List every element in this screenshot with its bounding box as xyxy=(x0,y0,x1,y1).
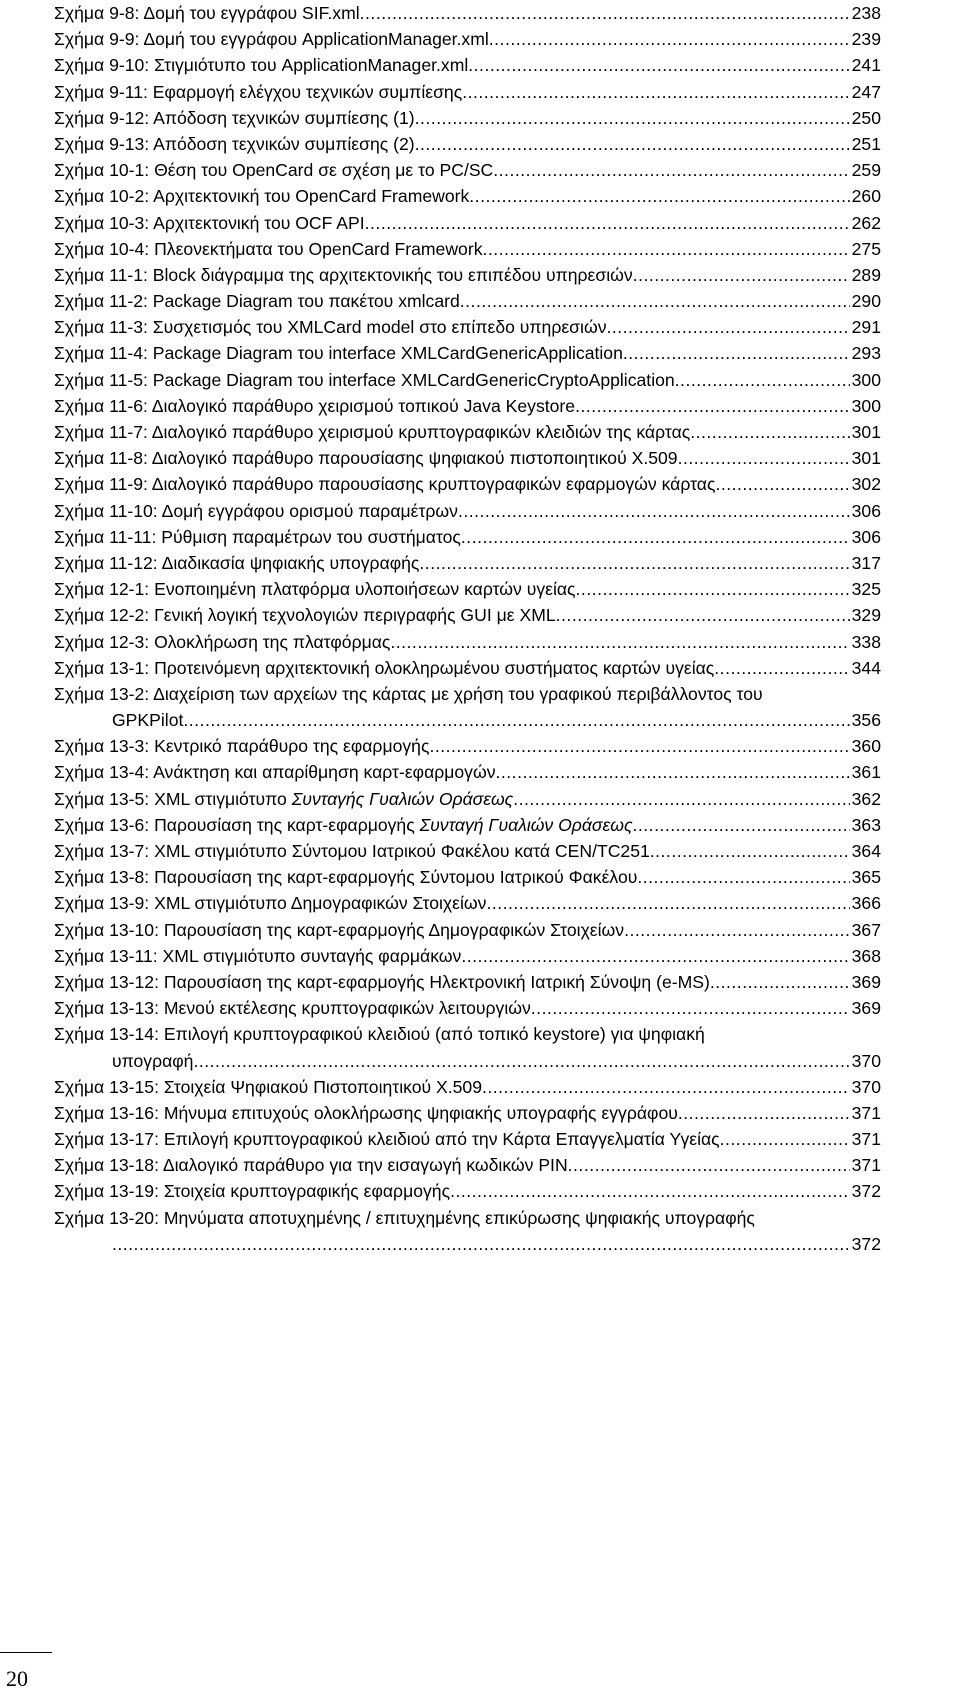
leader-dots xyxy=(690,419,849,445)
leader-dots xyxy=(390,629,849,655)
toc-entry-page: 317 xyxy=(851,552,881,573)
leader-dots xyxy=(482,1074,850,1100)
toc-entry[interactable] xyxy=(54,419,881,445)
toc-entry-label: Σχήμα 13-14: Επιλογή κρυπτογραφικού κλειδιού (από τοπικό keystore) για ψηφιακή xyxy=(54,1024,705,1045)
toc-entry-page: 247 xyxy=(851,81,881,102)
leader-dots xyxy=(460,288,850,314)
leader-dots xyxy=(461,943,849,969)
toc-entry-page: 260 xyxy=(851,186,881,207)
toc-entry-page: 361 xyxy=(851,762,881,783)
leader-dots xyxy=(493,157,849,183)
toc-entry-page: 364 xyxy=(851,841,881,862)
toc-entry-page: 371 xyxy=(851,1102,881,1123)
toc-entry-label: Σχήμα 9-13: Απόδοση τεχνικών συμπίεσης (2) xyxy=(54,133,415,154)
toc-entry-13-6[interactable] xyxy=(54,812,881,838)
toc-entry-label: Σχήμα 10-3: Αρχιτεκτονική του OCF API xyxy=(54,212,365,233)
toc-entry-page: 302 xyxy=(851,474,881,495)
leader-dots xyxy=(720,1126,850,1152)
toc-entry-label: Σχήμα 9-9: Δομή του εγγράφου ApplicationManager.xml xyxy=(54,29,489,50)
toc-entry-page: 250 xyxy=(851,107,881,128)
toc-entry-label: Σχήμα 13-11: XML στιγμιότυπο συνταγής φαρμάκων xyxy=(54,945,462,966)
leader-dots xyxy=(419,550,849,576)
toc-entry-label: Σχήμα 13-4: Ανάκτηση και απαρίθμηση καρτ-εφαρμογών xyxy=(54,762,496,783)
toc-entry-label: Σχήμα 11-11: Ρύθμιση παραμέτρων του συστήματος xyxy=(54,526,461,547)
toc-entry-page: 372 xyxy=(851,1233,881,1254)
toc-entry[interactable] xyxy=(54,1126,881,1152)
toc-entry-label: Σχήμα 13-8: Παρουσίαση της καρτ-εφαρμογής Σύντομου Ιατρικού Φακέλου xyxy=(54,867,638,888)
toc-entry-label: Σχήμα 11-8: Διαλογικό παράθυρο παρουσίασης ψηφιακού πιστοποιητικού X.509 xyxy=(54,448,678,469)
toc-entry[interactable] xyxy=(54,602,881,628)
toc-entry-label: Σχήμα 11-10: Δομή εγγράφου ορισμού παραμέτρων xyxy=(54,500,458,521)
leader-dots xyxy=(415,105,850,131)
toc-entry-label: Σχήμα 13-15: Στοιχεία Ψηφιακού Πιστοποιητικού X.509 xyxy=(54,1076,482,1097)
toc-entry-page: 291 xyxy=(851,317,881,338)
table-of-figures xyxy=(54,0,881,1257)
toc-entry-label: Σχήμα 9-8: Δομή του εγγράφου SIF.xml xyxy=(54,3,360,23)
toc-entry[interactable] xyxy=(54,210,881,236)
leader-dots xyxy=(623,340,850,366)
toc-entry-page: 275 xyxy=(851,238,881,259)
toc-entry-label: Σχήμα 13-9: XML στιγμιότυπο Δημογραφικών Στοιχείων xyxy=(54,893,487,914)
leader-dots xyxy=(576,576,850,602)
leader-dots xyxy=(606,314,849,340)
toc-entry[interactable] xyxy=(54,262,881,288)
toc-entry[interactable] xyxy=(54,445,881,471)
toc-entry[interactable] xyxy=(54,105,881,131)
toc-entry-label: Σχήμα 13-10: Παρουσίαση της καρτ-εφαρμογής Δημογραφικών Στοιχείων xyxy=(54,919,625,940)
toc-entry-page: 369 xyxy=(851,971,881,992)
toc-entry[interactable] xyxy=(54,864,881,890)
toc-entry-page: 360 xyxy=(851,736,881,757)
toc-entry-page: 325 xyxy=(851,579,881,600)
toc-entry-label: Σχήμα 13-7: XML στιγμιότυπο Σύντομου Ιατρικού Φακέλου κατά CEN/TC251 xyxy=(54,841,650,862)
leader-dots xyxy=(568,1152,850,1178)
toc-entry[interactable] xyxy=(54,917,881,943)
leader-dots xyxy=(462,79,849,105)
leader-dots xyxy=(489,26,850,52)
toc-entry-label: Σχήμα 12-2: Γενική λογική τεχνολογιών περιγραφής GUI με XML xyxy=(54,605,556,626)
toc-entry-page: 300 xyxy=(851,369,881,390)
toc-entry-page: 363 xyxy=(851,814,881,835)
toc-entry-page: 306 xyxy=(851,526,881,547)
leader-dots xyxy=(650,838,850,864)
toc-entry[interactable] xyxy=(54,1152,881,1178)
toc-entry-13-2[interactable] xyxy=(54,681,881,733)
toc-entry[interactable] xyxy=(54,52,881,78)
toc-entry-page: 262 xyxy=(851,212,881,233)
toc-entry-label: Σχήμα 13-2: Διαχείριση των αρχείων της κάρτας με χρήση του γραφικού περιβάλλοντος του xyxy=(54,683,763,704)
toc-entry-label-continuation: GPKPilot xyxy=(112,710,184,731)
toc-entry-page: 301 xyxy=(851,448,881,469)
toc-entry[interactable] xyxy=(54,236,881,262)
toc-entry-page: 370 xyxy=(851,1076,881,1097)
toc-entry-page: 367 xyxy=(851,919,881,940)
toc-entry-label: Σχήμα 13-20: Μηνύματα αποτυχημένης / επιτυχημένης επικύρωσης ψηφιακής υπογραφής xyxy=(54,1207,755,1228)
page-number: 20 xyxy=(6,1666,28,1691)
toc-entry-label: Σχήμα 13-12: Παρουσίαση της καρτ-εφαρμογής Ηλεκτρονική Ιατρική Σύνοψη (e-MS) xyxy=(54,971,710,992)
toc-entry-page: 251 xyxy=(851,133,881,154)
toc-entry-page: 338 xyxy=(851,631,881,652)
leader-dots xyxy=(575,393,850,419)
leader-dots xyxy=(461,524,850,550)
toc-entry[interactable] xyxy=(54,340,881,366)
toc-entry[interactable] xyxy=(54,733,881,759)
toc-entry-label: Σχήμα 12-1: Ενοποιημένη πλατφόρμα υλοποιήσεων καρτών υγείας xyxy=(54,579,576,600)
leader-dots xyxy=(531,995,850,1021)
leader-dots xyxy=(496,759,850,785)
leader-dots xyxy=(458,498,850,524)
toc-entry-label: Σχήμα 11-1: Block διάγραμμα της αρχιτεκτονικής του επιπέδου υπηρεσιών xyxy=(54,264,633,285)
toc-entry-page: 365 xyxy=(851,867,881,888)
leader-dots xyxy=(469,183,849,209)
toc-entry[interactable] xyxy=(54,471,881,497)
leader-dots xyxy=(624,917,850,943)
toc-entry[interactable] xyxy=(54,183,881,209)
toc-entry-page: 306 xyxy=(851,500,881,521)
toc-entry[interactable] xyxy=(54,131,881,157)
toc-entry[interactable] xyxy=(54,393,881,419)
toc-entry[interactable] xyxy=(54,288,881,314)
toc-entry-label: Σχήμα 9-12: Απόδοση τεχνικών συμπίεσης (1) xyxy=(54,107,415,128)
toc-entry-label: Σχήμα 12-3: Ολοκλήρωση της πλατφόρμας xyxy=(54,631,391,652)
footer-rule xyxy=(0,1652,52,1653)
leader-dots xyxy=(556,602,850,628)
toc-entry-page: 344 xyxy=(851,657,881,678)
toc-entry[interactable] xyxy=(54,157,881,183)
toc-entry-page: 293 xyxy=(851,343,881,364)
toc-entry-page: 370 xyxy=(851,1050,881,1071)
leader-dots xyxy=(112,1231,850,1257)
leader-dots xyxy=(365,210,850,236)
toc-entry[interactable] xyxy=(54,969,881,995)
toc-entry-page: 289 xyxy=(851,264,881,285)
toc-entry-label: Σχήμα 11-3: Συσχετισμός του XMLCard model στο επίπεδο υπηρεσιών xyxy=(54,317,607,338)
toc-entry-label: Σχήμα 13-16: Μήνυμα επιτυχούς ολοκλήρωσης ψηφιακής υπογραφής εγγράφου xyxy=(54,1102,678,1123)
toc-entry-label: Σχήμα 11-6: Διαλογικό παράθυρο χειρισμού τοπικού Java Keystore xyxy=(54,395,576,416)
toc-entry-page: 301 xyxy=(851,422,881,442)
toc-entry-page: 259 xyxy=(851,160,881,181)
toc-entry-page: 300 xyxy=(851,395,881,416)
toc-entry-page: 238 xyxy=(851,3,881,23)
toc-entry-page: 368 xyxy=(851,945,881,966)
toc-entry[interactable] xyxy=(54,1178,881,1204)
toc-entry-label: Σχήμα 11-9: Διαλογικό παράθυρο παρουσίασης κρυπτογραφικών εφαρμογών κάρτας xyxy=(54,474,716,495)
leader-dots xyxy=(678,445,850,471)
toc-entry-label: Σχήμα 13-17: Επιλογή κρυπτογραφικού κλειδιού από την Κάρτα Επαγγελματία Υγείας xyxy=(54,1129,720,1150)
toc-entry-label: Σχήμα 10-4: Πλεονεκτήματα του OpenCard Framework xyxy=(54,238,483,259)
toc-entry-label: Σχήμα 11-5: Package Diagram του interface XMLCardGenericCryptoApplication xyxy=(54,369,675,390)
toc-entry-page: 239 xyxy=(851,29,881,50)
leader-dots xyxy=(715,471,849,497)
toc-entry-label: Σχήμα 13-5: XML στιγμιότυπο Συνταγής Γυαλιών Οράσεως xyxy=(54,788,514,809)
toc-entry-13-14[interactable] xyxy=(54,1021,881,1073)
toc-entry-page: 371 xyxy=(851,1129,881,1150)
toc-entry-label: Σχήμα 13-3: Κεντρικό παράθυρο της εφαρμογής xyxy=(54,736,430,757)
leader-dots xyxy=(450,1178,850,1204)
toc-entry[interactable] xyxy=(54,943,881,969)
toc-entry-label: Σχήμα 13-13: Μενού εκτέλεσης κρυπτογραφικών λειτουργιών xyxy=(54,998,531,1019)
toc-entry-13-20[interactable] xyxy=(54,1205,881,1257)
toc-entry-label: Σχήμα 11-4: Package Diagram του interface XMLCardGenericApplication xyxy=(54,343,623,364)
toc-entry[interactable] xyxy=(54,629,881,655)
toc-entry[interactable] xyxy=(54,1100,881,1126)
toc-entry-page: 329 xyxy=(851,605,881,626)
toc-entry-page: 371 xyxy=(851,1155,881,1176)
toc-entry[interactable] xyxy=(54,550,881,576)
toc-entry-label: Σχήμα 11-12: Διαδικασία ψηφιακής υπογραφής xyxy=(54,552,420,573)
toc-entry-label: Σχήμα 9-11: Εφαρμογή ελέγχου τεχνικών συμπίεσης xyxy=(54,81,463,102)
leader-dots xyxy=(633,262,850,288)
toc-entry-page: 356 xyxy=(851,710,881,731)
toc-entry-label-continuation: υπογραφή xyxy=(112,1050,194,1071)
toc-entry-label: Σχήμα 13-6: Παρουσίαση της καρτ-εφαρμογής Συνταγή Γυαλιών Οράσεως xyxy=(54,814,633,835)
leader-dots xyxy=(637,864,849,890)
leader-dots xyxy=(183,707,849,733)
toc-entry[interactable] xyxy=(54,838,881,864)
toc-entry-page: 372 xyxy=(851,1181,881,1202)
toc-entry-page: 369 xyxy=(851,998,881,1019)
toc-entry[interactable] xyxy=(54,498,881,524)
toc-entry-label: Σχήμα 13-18: Διαλογικό παράθυρο για την εισαγωγή κωδικών PIN xyxy=(54,1155,568,1176)
toc-entry-label: Σχήμα 10-1: Θέση του OpenCard σε σχέση με το PC/SC xyxy=(54,160,494,181)
leader-dots xyxy=(483,236,850,262)
leader-dots xyxy=(675,367,850,393)
leader-dots xyxy=(486,890,849,916)
toc-entry[interactable] xyxy=(54,890,881,916)
toc-entry[interactable] xyxy=(54,655,881,681)
leader-dots xyxy=(415,131,850,157)
toc-entry-label: Σχήμα 10-2: Αρχιτεκτονική του OpenCard Framework xyxy=(54,186,470,207)
toc-entry-label: Σχήμα 11-7: Διαλογικό παράθυρο χειρισμού κρυπτογραφικών κλειδιών της κάρτας xyxy=(54,422,691,442)
toc-entry-page: 241 xyxy=(851,55,881,76)
toc-entry-label: Σχήμα 11-2: Package Diagram του πακέτου xmlcard xyxy=(54,291,460,312)
toc-entry[interactable] xyxy=(54,1074,881,1100)
leader-dots xyxy=(714,655,849,681)
leader-dots xyxy=(429,733,849,759)
toc-entry[interactable] xyxy=(54,995,881,1021)
leader-dots xyxy=(710,969,850,995)
toc-entry-label: Σχήμα 13-1: Προτεινόμενη αρχιτεκτονική ολοκληρωμένου συστήματος καρτών υγείας xyxy=(54,657,715,678)
toc-entry-page: 290 xyxy=(851,291,881,312)
toc-entry[interactable] xyxy=(54,367,881,393)
toc-entry-page: 366 xyxy=(851,893,881,914)
toc-entry[interactable] xyxy=(54,26,881,52)
leader-dots xyxy=(193,1048,849,1074)
toc-entry-label: Σχήμα 9-10: Στιγμιότυπο του ApplicationManager.xml xyxy=(54,55,469,76)
toc-entry[interactable] xyxy=(54,79,881,105)
toc-entry[interactable] xyxy=(54,524,881,550)
toc-entry[interactable] xyxy=(54,576,881,602)
toc-entry[interactable] xyxy=(54,0,881,26)
toc-entry[interactable] xyxy=(54,314,881,340)
leader-dots xyxy=(468,52,849,78)
leader-dots xyxy=(360,0,850,26)
leader-dots xyxy=(633,812,850,838)
toc-entry[interactable] xyxy=(54,759,881,785)
leader-dots xyxy=(513,786,849,812)
toc-entry-label: Σχήμα 13-19: Στοιχεία κρυπτογραφικής εφαρμογής xyxy=(54,1181,451,1202)
toc-entry-page: 362 xyxy=(851,788,881,809)
toc-entry-13-5[interactable] xyxy=(54,786,881,812)
leader-dots xyxy=(678,1100,850,1126)
